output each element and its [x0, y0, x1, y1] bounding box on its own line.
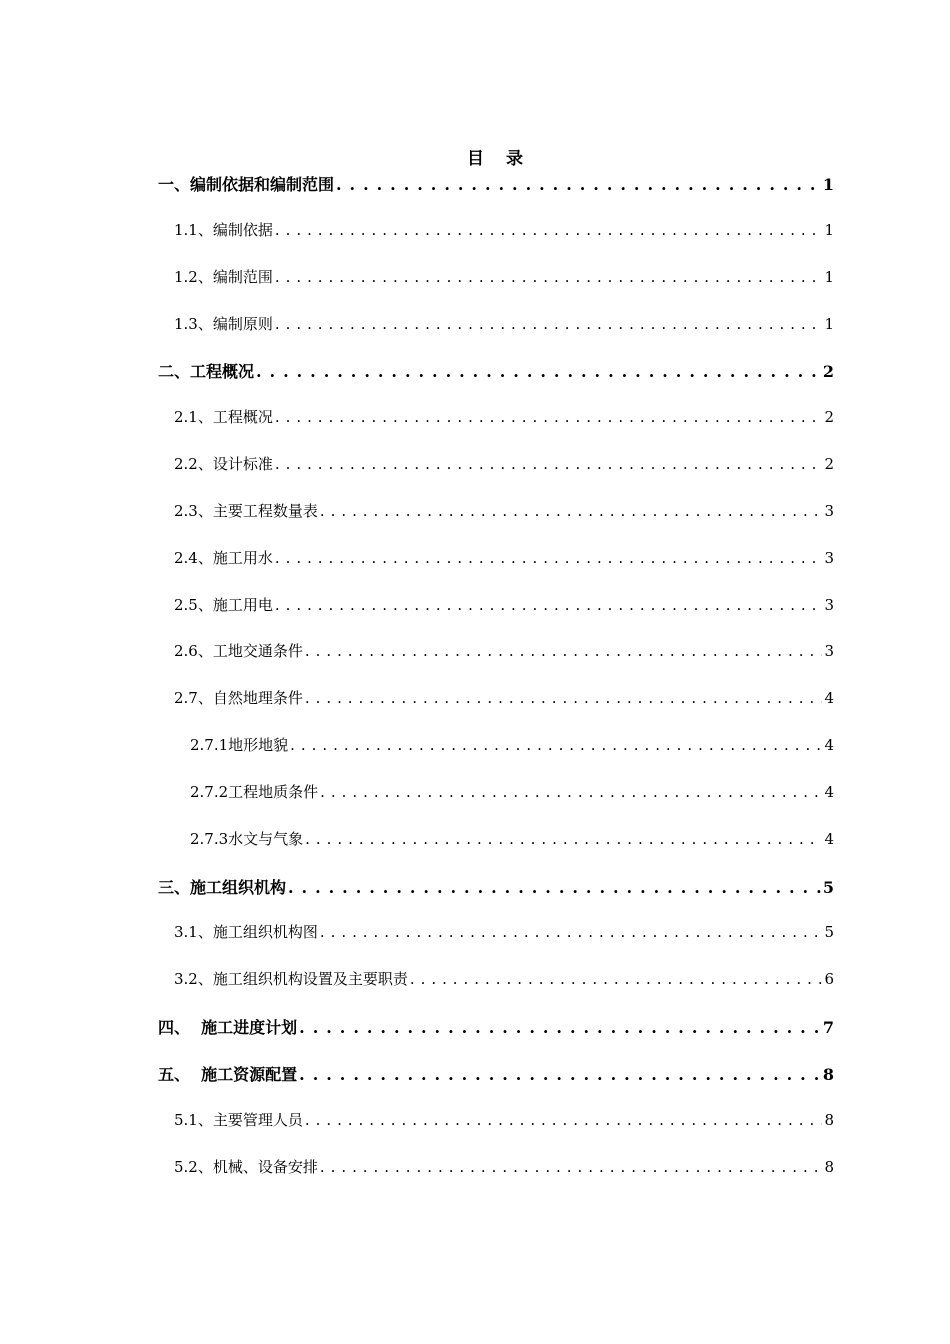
toc-entry-page: 3 [824, 596, 834, 614]
toc-entry-page: 4 [824, 736, 834, 754]
toc-leader-dots [320, 923, 823, 941]
toc-title-part2: 录 [506, 149, 523, 169]
toc-entry-label: 1.2、编制范围 [174, 268, 273, 286]
toc-entry[interactable] [174, 640, 834, 670]
toc-entry[interactable] [174, 1156, 834, 1186]
toc-entry-label: 1.3、编制原则 [174, 315, 273, 333]
toc-entry-page: 8 [824, 1111, 834, 1129]
toc-leader-dots [288, 878, 821, 897]
toc-entry-page: 1 [824, 268, 834, 286]
toc-title [0, 144, 950, 169]
toc-entry[interactable] [174, 687, 834, 717]
toc-entry[interactable] [174, 266, 834, 296]
toc-entry[interactable] [190, 828, 834, 858]
toc-entry-page: 1 [824, 221, 834, 239]
toc-leader-dots [305, 689, 823, 707]
toc-entry-label: 2.6、工地交通条件 [174, 642, 303, 660]
toc-entry[interactable] [174, 1109, 834, 1139]
toc-entry-label: 1.1、编制依据 [174, 221, 273, 239]
toc-entry-label: 2.7.1地形地貌 [190, 736, 289, 754]
toc-leader-dots [275, 268, 823, 286]
toc-leader-dots [305, 830, 822, 848]
toc-entry-page: 3 [824, 502, 834, 520]
toc-entry-label: 2.1、工程概况 [174, 408, 273, 426]
toc-entry-page: 2 [824, 408, 834, 426]
toc-entry-label: 二、工程概况 [158, 362, 255, 381]
toc-entry-page: 2 [822, 362, 834, 381]
toc-entry-page: 3 [824, 642, 834, 660]
toc-leader-dots [305, 642, 823, 660]
toc-leader-dots [320, 1158, 823, 1176]
toc-entry-label: 2.7.3水文与气象 [190, 830, 304, 848]
toc-entry-page: 8 [824, 1158, 834, 1176]
toc-leader-dots [320, 502, 823, 520]
toc-leader-dots [275, 315, 823, 333]
toc-entry-page: 1 [822, 175, 834, 194]
toc-entry-label: 一、编制依据和编制范围 [158, 175, 335, 194]
toc-entry-label: 5.1、主要管理人员 [174, 1111, 303, 1129]
toc-entry-page: 2 [824, 455, 834, 473]
toc-entry[interactable] [174, 406, 834, 436]
toc-leader-dots [275, 549, 823, 567]
toc-entry[interactable] [158, 172, 834, 202]
toc-entry-page: 8 [822, 1065, 834, 1084]
toc-entry-page: 1 [824, 315, 834, 333]
toc-entry-label: 2.3、主要工程数量表 [174, 502, 318, 520]
toc-leader-dots [299, 1065, 821, 1084]
toc-entry-page: 7 [822, 1018, 834, 1037]
toc-entry-label: 3.2、施工组织机构设置及主要职责 [174, 970, 408, 988]
toc-entry[interactable] [174, 453, 834, 483]
toc-entry-label: 2.5、施工用电 [174, 596, 273, 614]
toc-entry[interactable] [190, 734, 834, 764]
toc-leader-dots [320, 783, 822, 801]
toc-entry[interactable] [174, 594, 834, 624]
toc-entry[interactable] [158, 875, 834, 905]
toc-entry[interactable] [158, 359, 834, 389]
toc-entry-label: 三、施工组织机构 [158, 878, 287, 897]
toc-entry[interactable] [190, 781, 834, 811]
toc-entry-label: 2.7.2工程地质条件 [190, 783, 319, 801]
toc-entry-label: 3.1、施工组织机构图 [174, 923, 318, 941]
toc-title-part1: 目 [467, 149, 484, 169]
toc-entry[interactable] [174, 921, 834, 951]
toc-entry-page: 4 [824, 830, 834, 848]
toc-leader-dots [275, 221, 823, 239]
toc-leader-dots [410, 970, 823, 988]
toc-leader-dots [336, 175, 821, 194]
toc-leader-dots [305, 1111, 823, 1129]
toc-leader-dots [275, 408, 823, 426]
toc-entry[interactable] [174, 547, 834, 577]
toc-entry-label: 2.7、自然地理条件 [174, 689, 303, 707]
toc-entry-page: 4 [824, 689, 834, 707]
toc-leader-dots [290, 736, 822, 754]
toc-entry-label: 四、 施工进度计划 [158, 1018, 298, 1037]
toc-entry[interactable] [174, 313, 834, 343]
toc-leader-dots [275, 596, 823, 614]
toc-entry-page: 6 [824, 970, 834, 988]
toc-entry[interactable] [174, 500, 834, 530]
toc-entry-page: 5 [822, 878, 834, 897]
toc-leader-dots [275, 455, 823, 473]
toc-entry[interactable] [174, 968, 834, 998]
toc-entry[interactable] [174, 219, 834, 249]
toc-leader-dots [256, 362, 821, 381]
toc-entry-page: 4 [824, 783, 834, 801]
toc-leader-dots [299, 1018, 821, 1037]
toc-entry-label: 2.4、施工用水 [174, 549, 273, 567]
toc-entry-page: 3 [824, 549, 834, 567]
toc-entry-label: 五、 施工资源配置 [158, 1065, 298, 1084]
toc-entry-label: 5.2、机械、设备安排 [174, 1158, 318, 1176]
toc-entry-label: 2.2、设计标准 [174, 455, 273, 473]
toc-entry[interactable] [158, 1062, 834, 1092]
toc-entry-page: 5 [824, 923, 834, 941]
toc-entry[interactable] [158, 1015, 834, 1045]
